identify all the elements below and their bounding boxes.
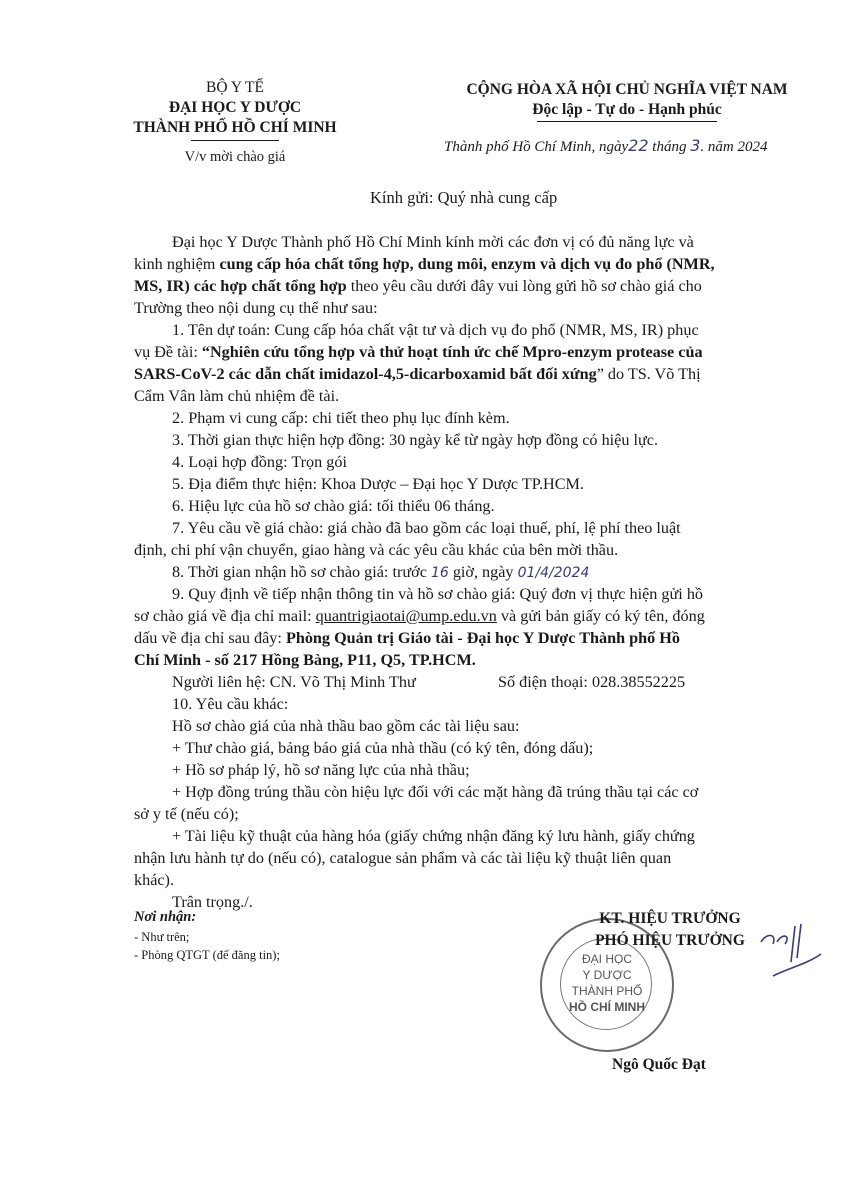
item-9-line-3: [134, 627, 680, 649]
project-title: “Nghiên cứu tổng hợp và thử hoạt tính ức chế Mpro-enzym protease của: [201, 343, 703, 361]
item-2: 2. Phạm vi cung cấp: chi tiết theo phụ lục đính kèm.: [172, 409, 510, 427]
stamp-text-3: THÀNH PHỐ: [571, 984, 643, 998]
university-name-line2: THÀNH PHỐ HỒ CHÍ MINH: [133, 119, 337, 136]
ministry-name: BỘ Y TẾ: [206, 79, 264, 96]
item-1-text: ” do TS. Võ Thị: [596, 365, 701, 383]
date-year: . năm 2024: [700, 139, 768, 155]
handwritten-signature: [755, 918, 825, 988]
item-5: 5. Địa điểm thực hiện: Khoa Dược – Đại học Y Dược TP.HCM.: [172, 475, 584, 493]
item-10-line-8: khác).: [134, 871, 174, 889]
item-10-line-3: + Hồ sơ pháp lý, hồ sơ năng lực của nhà thầu;: [172, 761, 470, 779]
project-title: SARS-CoV-2 các dẫn chất imidazol-4,5-dicarboxamid bất đối xứng: [134, 365, 597, 383]
intro-bold-text: MS, IR) các hợp chất tổng hợp: [134, 277, 347, 295]
item-9-line-4: Chí Minh - số 217 Hồng Bàng, P11, Q5, TP.HCM.: [134, 651, 476, 669]
intro-text: kinh nghiệm: [134, 255, 220, 273]
item-10-line-2: + Thư chào giá, bảng báo giá của nhà thầu (có ký tên, đóng dấu);: [172, 739, 594, 757]
item-3: 3. Thời gian thực hiện hợp đồng: 30 ngày kể từ ngày hợp đồng có hiệu lực.: [172, 431, 658, 449]
item-7-line-2: định, chi phí vận chuyển, giao hàng và các yêu cầu khác của bên mời thầu.: [134, 541, 619, 559]
intro-text: theo yêu cầu dưới đây vui lòng gửi hồ sơ chào giá cho: [346, 277, 702, 295]
signer-name: Ngô Quốc Đạt: [612, 1056, 706, 1073]
stamp-text-2: Y DƯỢC: [582, 968, 632, 982]
national-motto: Độc lập - Tự do - Hạnh phúc: [532, 101, 722, 118]
header-right: [432, 80, 822, 122]
item-10-line-5: sở y tế (nếu có);: [134, 805, 239, 823]
intro-line-2: [134, 253, 715, 275]
item-1-line-2: [134, 341, 703, 363]
item-9-text: sơ chào giá về địa chỉ mail:: [134, 607, 316, 625]
header-left: [120, 78, 350, 167]
item-10-line-6: + Tài liệu kỹ thuật của hàng hóa (giấy chứng nhận đăng ký lưu hành, giấy chứng: [172, 827, 695, 845]
signature-titles: [560, 908, 780, 952]
email-link[interactable]: quantrigiaotai@ump.edu.vn: [315, 607, 497, 625]
signature-title-2: PHÓ HIỆU TRƯỞNG: [595, 932, 745, 949]
country-name: CỘNG HÒA XÃ HỘI CHỦ NGHĨA VIỆT NAM: [466, 81, 788, 98]
greeting: Kính gửi: Quý nhà cung cấp: [370, 188, 558, 207]
item-6: 6. Hiệu lực của hồ sơ chào giá: tối thiểu 06 tháng.: [172, 497, 495, 515]
recipients-block: [134, 908, 280, 964]
item-10-title: 10. Yêu cầu khác:: [172, 695, 289, 713]
subject-line: V/v mời chào giá: [184, 149, 286, 165]
item-10-line-7: nhận lưu hành tự do (nếu có), catalogue sản phẩm và các tài liệu kỹ thuật liên quan: [134, 849, 672, 867]
contact-person: Người liên hệ: CN. Võ Thị Minh Thư: [172, 673, 416, 691]
item-1-line-1: 1. Tên dự toán: Cung cấp hóa chất vật tư và dịch vụ đo phổ (NMR, MS, IR) phục: [172, 321, 699, 339]
item-8-text: 8. Thời gian nhận hồ sơ chào giá: trước: [172, 563, 431, 581]
item-1-line-3: [134, 363, 701, 385]
item-8-text: giờ, ngày: [448, 563, 518, 581]
item-7-line-1: 7. Yêu cầu về giá chào: giá chào đã bao gồm các loại thuế, phí, lệ phí theo luật: [172, 519, 681, 537]
item-10-line-4: + Hợp đồng trúng thầu còn hiệu lực đối với các mặt hàng đã trúng thầu tại các cơ: [172, 783, 699, 801]
item-9-text: dấu về địa chỉ sau đây:: [134, 629, 286, 647]
date-day-handwritten: 22: [628, 136, 649, 155]
intro-line-4: Trường theo nội dung cụ thể như sau:: [134, 299, 378, 317]
item-1-text: vụ Đề tài:: [134, 343, 202, 361]
recipients-title: Nơi nhận:: [134, 909, 197, 925]
item-9-text: và gửi bản giấy có ký tên, đóng: [496, 607, 705, 625]
date-prefix: Thành phố Hồ Chí Minh, ngày: [444, 139, 629, 155]
recipient-item: - Phòng QTGT (để đăng tin);: [134, 948, 280, 962]
deadline-hour-handwritten: 16: [430, 565, 449, 581]
deadline-date-handwritten: 01/4/2024: [517, 565, 590, 581]
header-left-rule: [191, 140, 279, 141]
item-4: 4. Loại hợp đồng: Trọn gói: [172, 453, 347, 471]
university-name-line1: ĐẠI HỌC Y DƯỢC: [168, 99, 302, 116]
item-1-line-4: Cẩm Vân làm chủ nhiệm đề tài.: [134, 387, 340, 405]
recipient-item: - Như trên;: [134, 930, 190, 944]
delivery-address: Phòng Quản trị Giáo tài - Đại học Y Dược Thành phố Hồ: [285, 629, 680, 647]
item-9-line-1: 9. Quy định về tiếp nhận thông tin và hồ sơ chào giá: Quý đơn vị thực hiện gửi hồ: [172, 585, 704, 603]
contact-phone: Số điện thoại: 028.38552225: [498, 673, 686, 691]
item-8: [172, 561, 589, 584]
item-10-line-1: Hồ sơ chào giá của nhà thầu bao gồm các tài liệu sau:: [172, 717, 520, 735]
item-9-line-2: [134, 605, 705, 627]
closing-text: Trân trọng./.: [172, 893, 253, 911]
intro-line-1: Đại học Y Dược Thành phố Hồ Chí Minh kính mời các đơn vị có đủ năng lực và: [172, 233, 694, 251]
document-date: [444, 136, 767, 156]
stamp-text-4: HỒ CHÍ MINH: [569, 1000, 645, 1014]
stamp-text-1: ĐẠI HỌC: [581, 952, 632, 966]
date-month-handwritten: 3: [690, 136, 701, 155]
intro-bold-text: cung cấp hóa chất tổng hợp, dung môi, enzym và dịch vụ đo phổ (NMR,: [219, 255, 715, 273]
signature-title-1: KT. HIỆU TRƯỞNG: [599, 910, 741, 927]
date-month-label: tháng: [652, 139, 687, 155]
header-right-rule: [537, 121, 717, 122]
intro-line-3: [134, 275, 702, 297]
